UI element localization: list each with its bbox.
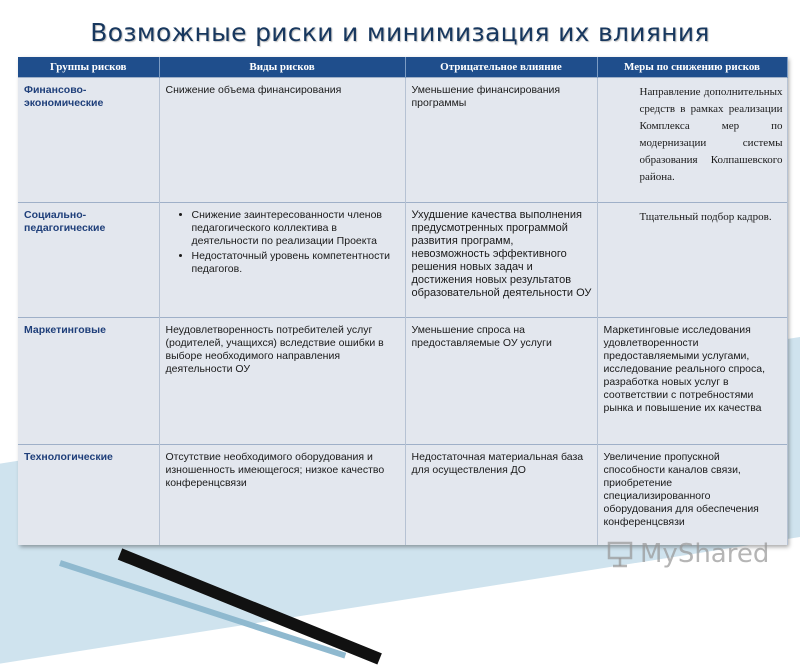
table-row [18, 78, 787, 203]
table-row [18, 445, 787, 545]
table-header-row [18, 57, 787, 78]
header-risk-kinds: Виды рисков [159, 57, 405, 78]
list-item: • Недостаточный уровень компетентности педагогов. [192, 250, 400, 276]
impact-cell: Уменьшение спроса на предоставляемые ОУ услуги [405, 318, 597, 445]
watermark [606, 537, 769, 571]
impact-cell: Уменьшение финансирования программы [405, 78, 597, 203]
slide-title: Возможные риски и минимизация их влияния [90, 18, 710, 47]
presentation-board-icon [606, 540, 634, 568]
impact-cell: Ухудшение качества выполнения предусмотренных программой развития программ, невозможность эффективного решения новых задач и достижения новых результатов образовательной деятельности ОУ [405, 203, 597, 318]
header-risk-groups: Группы рисков [18, 57, 159, 78]
header-negative-impact: Отрицательное влияние [405, 57, 597, 78]
measure-cell: Тщательный подбор кадров. [597, 203, 787, 318]
measure-cell: Увеличение пропускной способности каналов связи, приобретение специализированного оборудования для обеспечения конференцсвязи [597, 445, 787, 545]
impact-cell: Недостаточная материальная база для осуществления ДО [405, 445, 597, 545]
measure-cell: Маркетинговые исследования удовлетворенности предоставляемыми услугами, исследование реального спроса, разработка новых услуг в соответствии с потребностями рынка и повышение их качества [597, 318, 787, 445]
measure-cell: Направление дополнительных средств в рамках реализации Комплекса мер по модернизации системы образования Колпашевского района. [597, 78, 787, 203]
list-item: • Снижение заинтересованности членов педагогического коллектива в деятельности по реализации Проекта [192, 209, 400, 248]
risk-table [18, 57, 787, 545]
risk-group-cell: Финансово-экономические [18, 78, 159, 203]
risk-kind-cell: Неудовлетворенность потребителей услуг (родителей, учащихся) вследствие ошибки в выборе необходимого направления деятельности ОУ [159, 318, 405, 445]
risk-kind-cell [159, 203, 405, 318]
header-mitigation-measures: Меры по снижению рисков [597, 57, 787, 78]
risk-group-cell: Маркетинговые [18, 318, 159, 445]
table-row [18, 203, 787, 318]
risk-kind-cell: Отсутствие необходимого оборудования и изношенность имеющегося; низкое качество конференцсвязи [159, 445, 405, 545]
risk-kind-cell: Снижение объема финансирования [159, 78, 405, 203]
risk-group-cell: Социально-педагогические [18, 203, 159, 318]
risk-kind-list [166, 209, 400, 276]
watermark-text: MyShared [640, 539, 770, 569]
table-row [18, 318, 787, 445]
risk-group-cell: Технологические [18, 445, 159, 545]
